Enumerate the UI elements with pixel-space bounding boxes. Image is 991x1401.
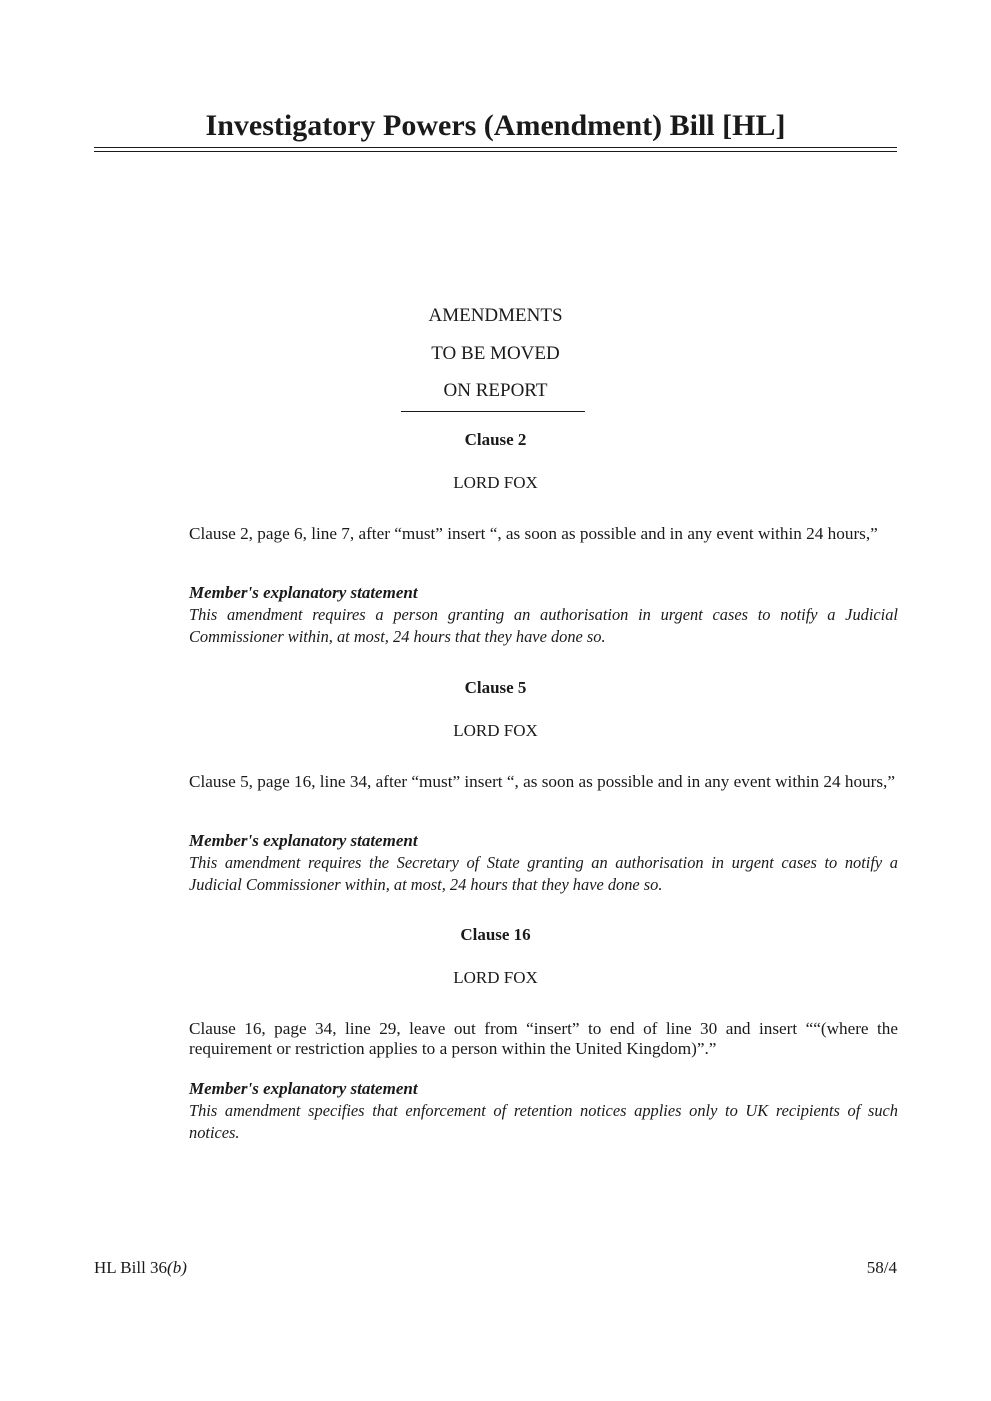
footer-bill-suffix: (b) [167,1258,187,1277]
member-name: LORD FOX [453,968,538,987]
footer-bill-reference [94,1257,187,1279]
explanatory-statement-label: Member's explanatory statement [189,831,418,850]
heading-on-report: ON REPORT [443,380,548,401]
explanatory-statement: This amendment requires the Secretary of State granting an authorisation in urgent cases to notify a Judicial Commissioner within, at most, 24 hours that they have done so. [189,853,898,894]
amendment-text: Clause 5, page 16, line 34, after “must” insert “, as soon as possible and in any event within 24 hours,” [189,772,895,791]
member-name: LORD FOX [453,721,538,740]
explanatory-statement: This amendment specifies that enforcement of retention notices applies only to UK recipients of such notices. [189,1101,898,1142]
member-name: LORD FOX [453,473,538,492]
amendment-text: Clause 16, page 34, line 29, leave out from “insert” to end of line 30 and insert ““(where the requirement or restriction applies to a person within the United Kingdom)”.” [189,1019,898,1058]
bill-title: Investigatory Powers (Amendment) Bill [HL] [205,109,786,142]
heading-rule [401,411,585,412]
explanatory-statement-label: Member's explanatory statement [189,583,418,602]
clause-heading: Clause 5 [464,678,527,697]
footer-bill-number: HL Bill 36 [94,1258,168,1277]
footer-page-reference: 58/4 [866,1258,897,1277]
title-double-rule [94,147,897,152]
clause-heading: Clause 2 [464,430,527,449]
amendment-text: Clause 2, page 6, line 7, after “must” insert “, as soon as possible and in any event within 24 hours,” [189,524,878,543]
clause-heading: Clause 16 [460,925,531,944]
explanatory-statement-label: Member's explanatory statement [189,1079,418,1098]
heading-to-be-moved: TO BE MOVED [431,343,560,364]
heading-amendments: AMENDMENTS [428,305,563,326]
explanatory-statement: This amendment requires a person granting an authorisation in urgent cases to notify a Judicial Commissioner within, at most, 24 hours that they have done so. [189,605,898,646]
